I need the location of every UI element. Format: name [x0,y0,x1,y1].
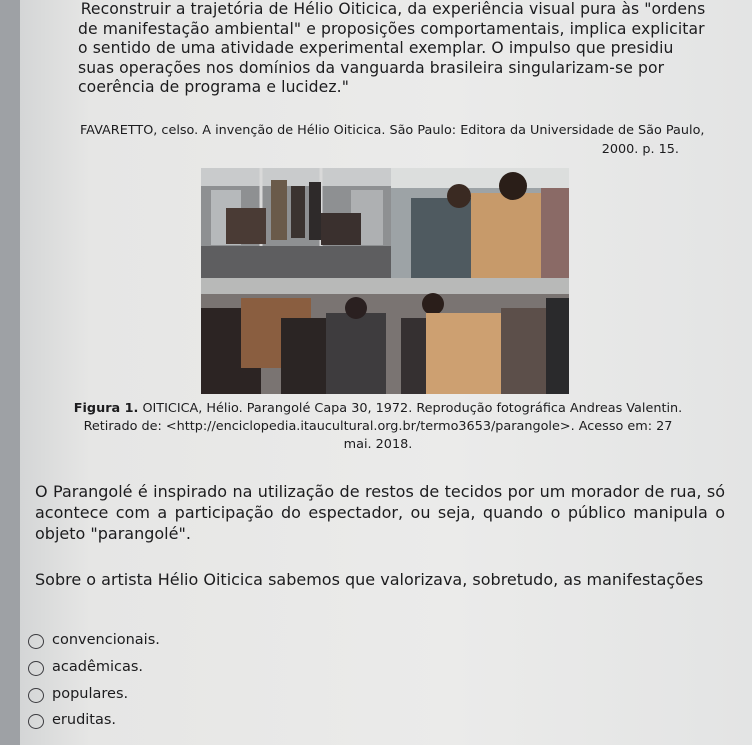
option-label: eruditas. [52,712,117,728]
radio-icon[interactable] [28,661,44,676]
page-edge [0,0,20,745]
reference-line-2: 2000. p. 15. [601,142,679,157]
parangole-photo [201,168,569,394]
bibliographic-reference [80,121,705,159]
quote-block [78,0,708,98]
radio-icon[interactable] [28,634,44,649]
figure-source: Retirado de: <http://enciclopedia.itaucultural.org.br/termo3653/parangole>. Acesso em: 27 [83,419,673,434]
quote-line: de manifestação ambiental" e proposições comportamentais, implica explicitar [78,19,705,38]
quote-line: o sentido de uma atividade experimental exemplar. O impulso que presidiu [78,39,674,58]
figure-caption [28,400,728,454]
subway-photo-illustration [201,168,569,394]
quote-line: Reconstruir a trajetória de Hélio Oiticica, da experiência visual pura às "ordens [80,0,706,18]
quote-line: coerência de programa e lucidez." [78,78,349,97]
reference-line-1: FAVARETTO, celso. A invenção de Hélio Oiticica. São Paulo: Editora da Universidade de São Paulo, [80,123,705,138]
option-label: acadêmicas. [52,659,144,675]
figure-credit: OITICICA, Hélio. Parangolé Capa 30, 1972. Reprodução fotográfica Andreas Valentin. [138,401,683,416]
radio-icon[interactable] [28,688,44,703]
option-label: convencionais. [52,632,160,648]
quote-line: suas operações nos domínios da vanguarda brasileira singularizam-se por [78,58,665,77]
question-text: Sobre o artista Hélio Oiticica sabemos que valorizava, sobretudo, as manifestações [35,570,704,589]
context-paragraph: O Parangolé é inspirado na utilização de restos de tecidos por um morador de rua, só acontece com a participação do espectador, ou seja, quando o público manipula o objeto "parangolé". [35,482,725,543]
radio-icon[interactable] [28,714,44,729]
figure-label: Figura 1. [73,401,139,416]
option-label: populares. [52,686,129,702]
figure-access-date: mai. 2018. [343,437,413,452]
